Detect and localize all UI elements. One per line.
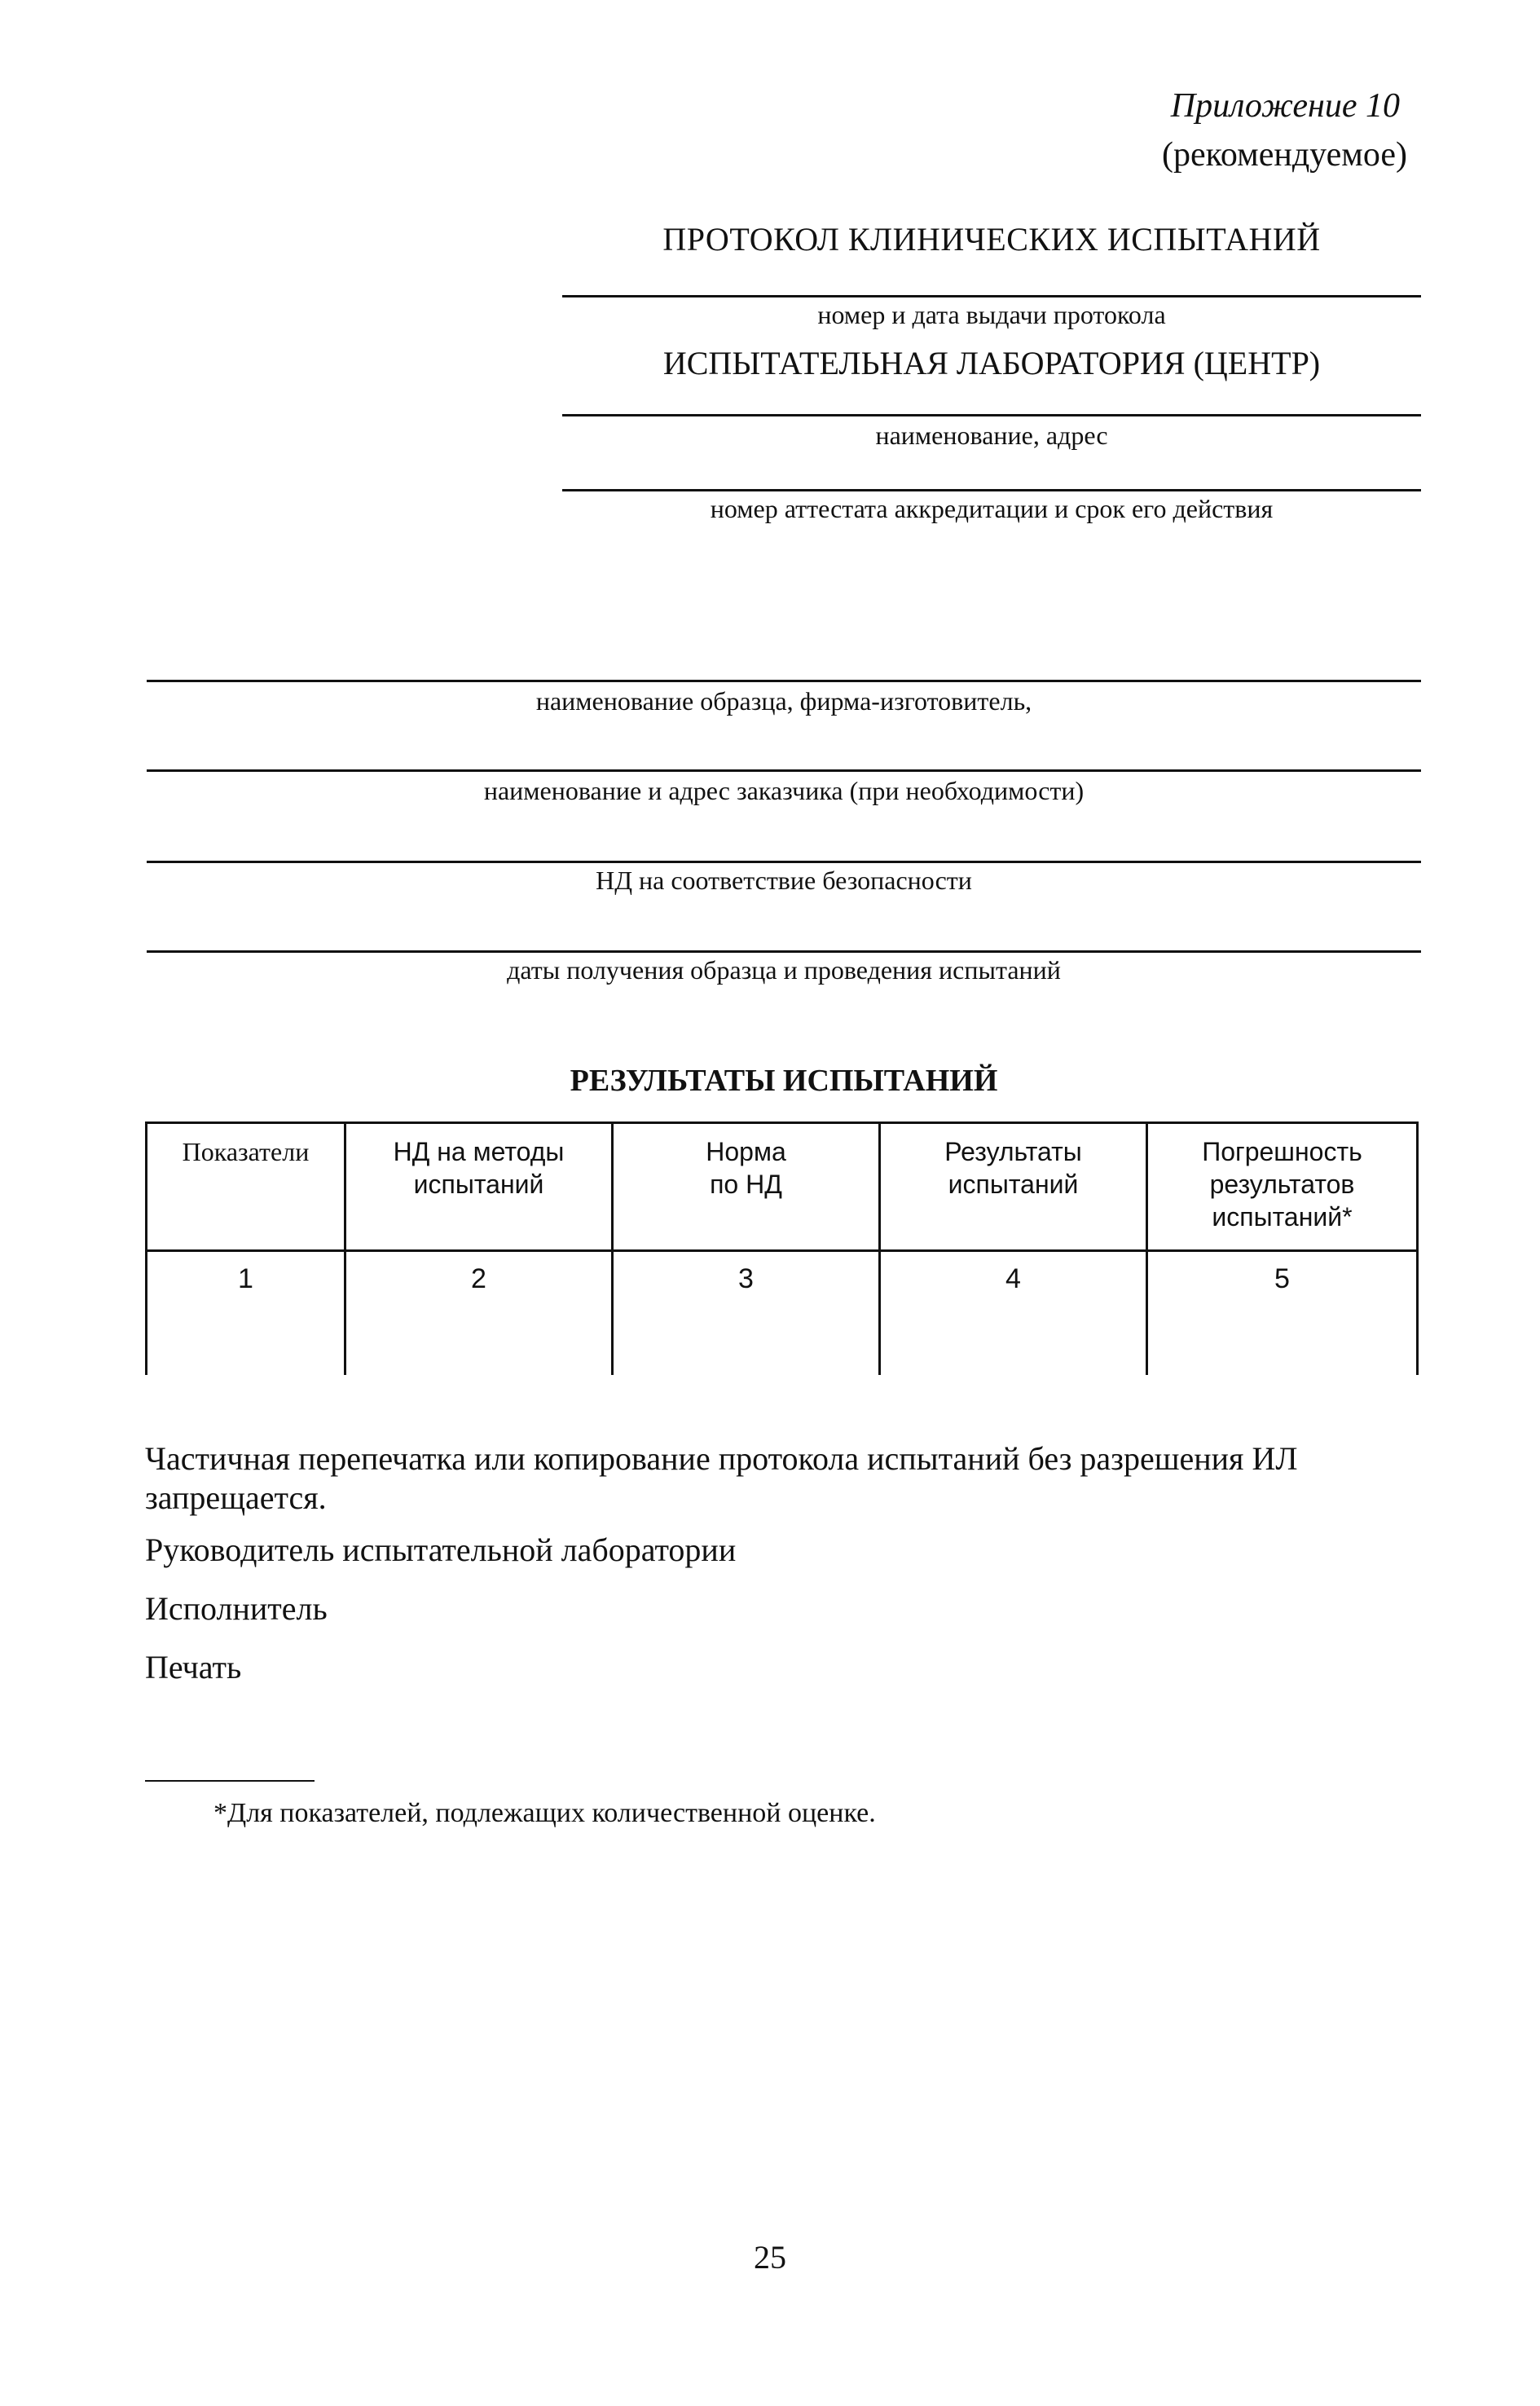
column-header-indicators — [147, 1123, 345, 1251]
safety-nd-caption: НД на соответствие безопасности — [596, 866, 972, 895]
protocol-number-caption: номер и дата выдачи протокола — [817, 300, 1166, 329]
sample-caption: наименование образца, фирма-изготовитель, — [535, 686, 1032, 716]
column-number-cell: 1 — [147, 1251, 345, 1376]
column-header-line: испытаний — [413, 1170, 544, 1199]
column-number-cell: 4 — [880, 1251, 1147, 1376]
footnote-divider — [145, 1780, 315, 1782]
results-table — [145, 1121, 1419, 1375]
protocol-number-line — [562, 295, 1421, 297]
column-number-cell: 3 — [613, 1251, 880, 1376]
column-header-line: Погрешность — [1202, 1137, 1362, 1166]
column-header-results — [880, 1123, 1147, 1251]
stamp-label: Печать — [145, 1649, 242, 1686]
lab-title: ИСПЫТАТЕЛЬНАЯ ЛАБОРАТОРИЯ (ЦЕНТР) — [662, 345, 1321, 381]
executor-label: Исполнитель — [145, 1590, 328, 1627]
accreditation-caption: номер аттестата аккредитации и срок его действия — [710, 494, 1274, 523]
appendix-subtitle: (рекомендуемое) — [1162, 136, 1407, 174]
sample-line — [147, 680, 1421, 682]
column-number-cell: 5 — [1147, 1251, 1418, 1376]
page-number: 25 — [754, 2239, 786, 2276]
accreditation-line — [562, 489, 1421, 491]
column-header-norm — [613, 1123, 880, 1251]
column-header-line: Норма — [706, 1137, 786, 1166]
customer-line — [147, 769, 1421, 772]
lab-name-line — [562, 414, 1421, 416]
column-header-test-methods — [345, 1123, 613, 1251]
customer-caption: наименование и адрес заказчика (при необходимости) — [483, 776, 1085, 805]
column-number-cell: 2 — [345, 1251, 613, 1376]
protocol-title: ПРОТОКОЛ КЛИНИЧЕСКИХ ИСПЫТАНИЙ — [662, 221, 1321, 258]
column-header-line: Показатели — [182, 1137, 310, 1166]
column-header-line: результатов — [1209, 1170, 1355, 1199]
safety-nd-line — [147, 861, 1421, 863]
lab-name-caption: наименование, адрес — [875, 421, 1108, 450]
dates-line — [147, 950, 1421, 953]
column-header-error — [1147, 1123, 1418, 1251]
dates-caption: даты получения образца и проведения испытаний — [507, 955, 1061, 985]
column-header-line: по НД — [710, 1170, 782, 1199]
lab-head-label: Руководитель испытательной лаборатории — [145, 1531, 737, 1568]
results-header-row — [147, 1123, 1418, 1251]
appendix-title: Приложение 10 — [1170, 87, 1400, 125]
column-header-line: испытаний* — [1212, 1202, 1353, 1232]
footnote: *Для показателей, подлежащих количественной оценке. — [213, 1798, 876, 1828]
column-header-line: испытаний — [948, 1170, 1079, 1199]
results-title: РЕЗУЛЬТАТЫ ИСПЫТАНИЙ — [570, 1064, 998, 1098]
column-header-line: НД на методы — [393, 1137, 565, 1166]
column-number-row — [147, 1251, 1418, 1376]
column-header-line: Результаты — [944, 1137, 1082, 1166]
copy-warning: Частичная перепечатка или копирование протокола испытаний без разрешения ИЛ запрещается. — [145, 1440, 1298, 1516]
